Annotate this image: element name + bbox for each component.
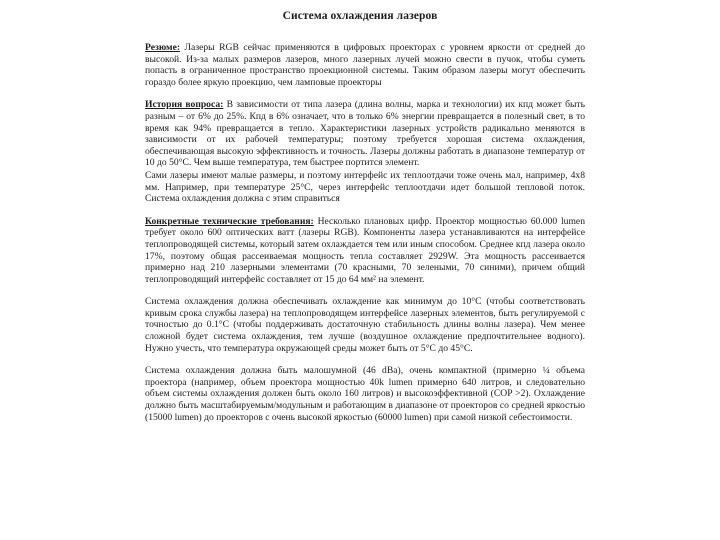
paragraph-summary-text: Лазеры RGB сейчас применяются в цифровых проекторах с уровнем яркости от средней до высокой. Из-за малых размеров лазеров, много лазерных лучей можно свести в пучок, чтобы суметь попасть в ограниченное пространство проекционной системы. Таким образом лазеры могут обеспечить гораздо более яркую проекцию, чем ламповые проекторы bbox=[145, 42, 585, 88]
paragraph-laser-size-text: Сами лазеры имеют малые размеры, и поэтому интерфейс их теплоотдачи тоже очень мал, например, 4x8 мм. Например, при температуре 25°C, через интерфейс теплоотдачи идет большой тепловой поток. Система охлаждения должна с этим справиться bbox=[145, 169, 585, 205]
heading-background: История вопроса: bbox=[145, 99, 224, 111]
paragraph-laser-size bbox=[145, 170, 585, 205]
paragraph-background bbox=[145, 99, 585, 169]
paragraph-background-text: В зависимости от типа лазера (длина волны, марка и технологии) их кпд может быть разным – от 6% до 25%. Кпд в 6% означает, что в только 6% энергии превращается в полезный свет, в то время как 94% превращается в тепло. Характеристики лазерных устройств радикально меняются в зависимости от их рабочей температуры; поэтому требуется хорошая система охлаждения, обеспечивающая высокую эффективность и точность. Лазеры должны работать в диапазоне температур от 10 до 50°C. Чем выше температура, тем быстрее портится элемент. bbox=[145, 99, 585, 169]
paragraph-requirements bbox=[145, 216, 585, 286]
document-title: Система охлаждения лазеров bbox=[282, 10, 438, 22]
paragraph-cooling-temperature bbox=[145, 296, 585, 354]
paragraph-cooling-noise bbox=[145, 365, 585, 423]
paragraph-cooling-noise-text: Система охлаждения должна быть малошумной (46 dBa), очень компактной (примерно ¼ объема проектора (например, объем проектора мощностью 40k lumen примерно 640 литров, и следовательно объем системы охлаждения должен быть около 160 литров) и высокоэффективной (COP >2). Охлаждение должно быть масштабируемым/модульным и работающим в диапазоне от проекторов со средней яркостью (15000 lumen) до проекторов с очень высокой яркостью (60000 lumen) при самой низкой себестоимости. bbox=[145, 365, 585, 423]
document-body bbox=[145, 42, 585, 434]
heading-requirements: Конкретные технические требования: bbox=[145, 215, 314, 227]
paragraph-requirements-text: Несколько плановых цифр. Проектор мощностью 60.000 lumen требует около 600 оптических ватт (лазеры RGB). Компоненты лазера устанавливаются на интерфейсе теплопроводящей системы, который затем охлаждается тем или иным способом. Среднее кпд лазера около 17%, поэтому общая рассеиваемая мощность тепла составляет 2929W. Эта мощность рассеивается примерно над 210 лазерными элементами (70 красными, 70 зелеными, 70 синими), причем общий теплопроводящий интерфейс составляет от 15 до 64 мм² на элемент. bbox=[145, 215, 585, 285]
paragraph-cooling-temperature-text: Система охлаждения должна обеспечивать охлаждение как минимум до 10°C (чтобы соответствовать кривым срока службы лазера) на теплопроводящем интерфейсе лазерных элементов, быть регулируемой с точностью до 0.1°C (чтобы поддерживать достаточную стабильность длины волны лазера). Чем менее сложной будет система охлаждения, тем лучше (воздушное охлаждение предпочтительнее водного). Нужно учесть, что температура окружающей среды может быть от 5°C до 45°C. bbox=[145, 296, 585, 354]
heading-summary: Резюме: bbox=[145, 42, 181, 53]
paragraph-summary bbox=[145, 42, 585, 88]
